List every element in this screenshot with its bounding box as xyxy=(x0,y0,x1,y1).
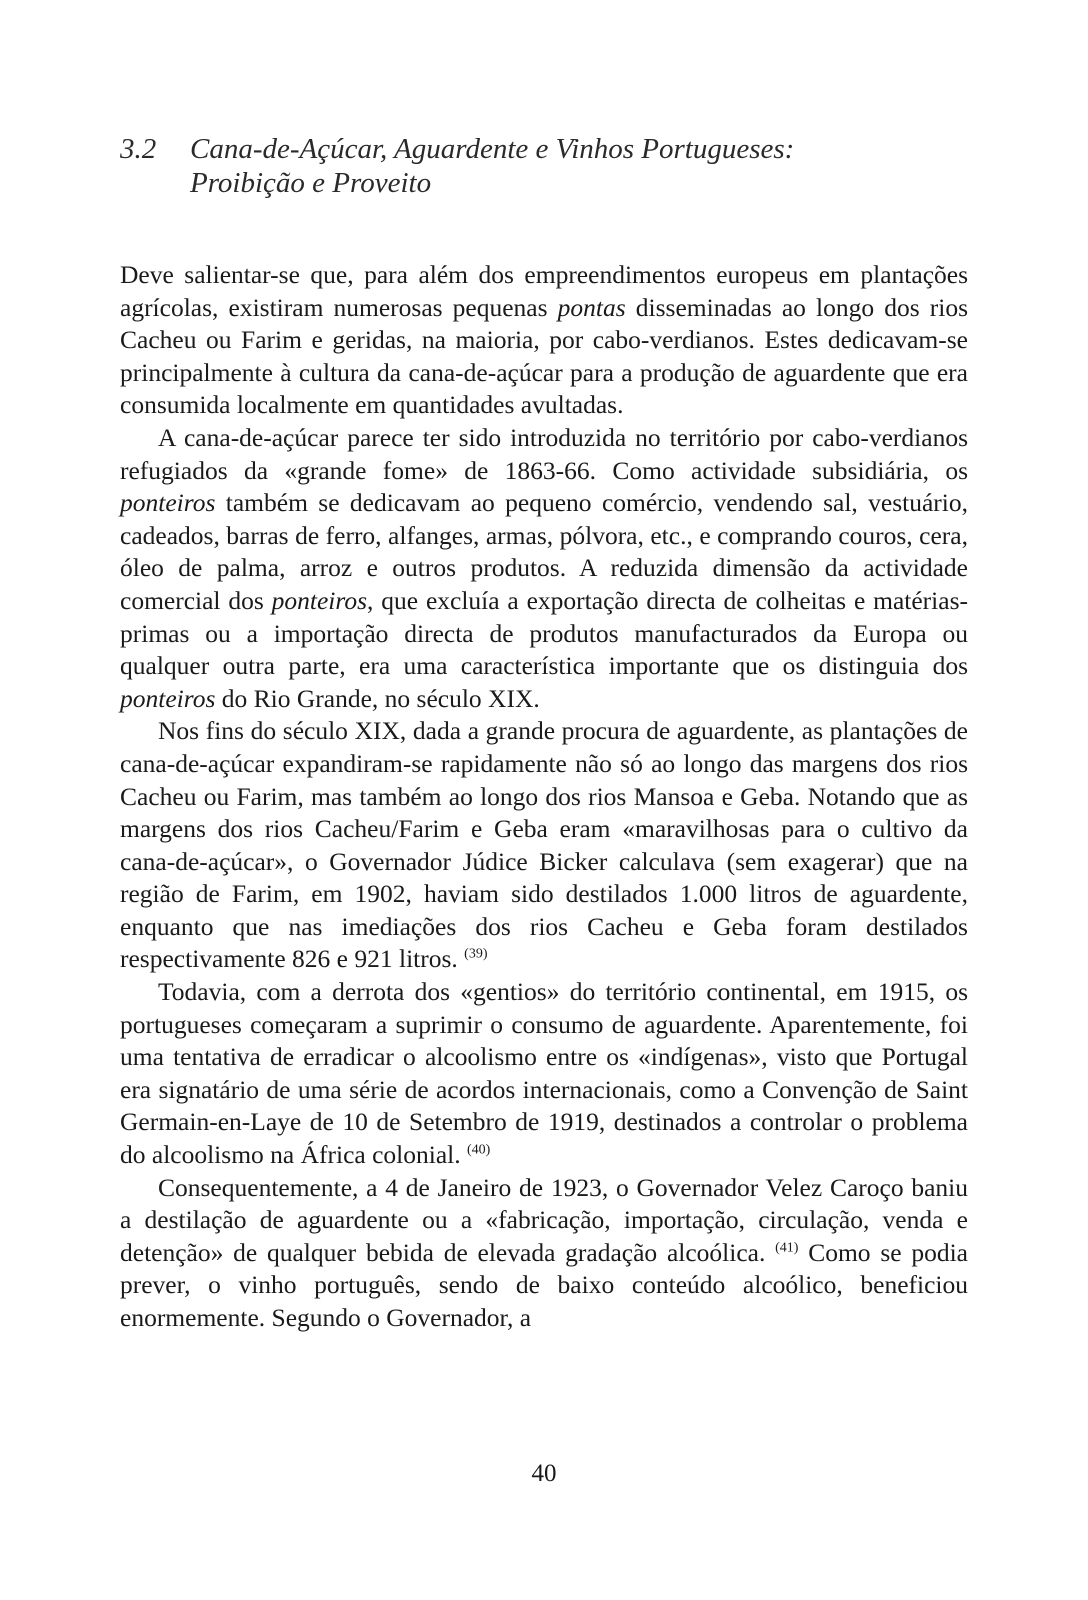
paragraph-5 xyxy=(120,1172,968,1335)
paragraph-2-text-c: também se dedicavam ao pequeno comércio, vendendo sal, vestuário, cadeados, barras de ferro, alfanges, armas, pólvora, etc., e comprando couros, cera, óleo de palma, arroz e outros produtos. A reduzida dimensão da actividade comercial dos xyxy=(120,488,968,615)
paragraph-1-italic-term: pontas xyxy=(557,292,626,322)
paragraph-5-text-a: Consequentemente, a 4 de Janeiro de 1923, o Governador Velez Caroço baniu a destilação de aguardente ou a «fabricação, importação, circulação, venda e detenção» de qualquer bebida de elevada gradação alcoólica. xyxy=(120,1172,968,1267)
paragraph-3-text: Nos fins do século XIX, dada a grande procura de aguardente, as plantações de cana-de-açúcar expandiram-se rapidamente não só ao longo das margens dos rios Cacheu ou Farim, mas também ao longo dos rios Mansoa e Geba. Notando que as margens dos rios Cacheu/Farim e Geba eram «maravilhosas para o cultivo da cana-de-açúcar», o Governador Júdice Bicker calculava (sem exagerar) que na região de Farim, em 1902, haviam sido destilados 1.000 litros de aguardente, enquanto que nas imediações dos rios Cacheu e Geba foram destilados respectivamente 826 e 921 litros. xyxy=(120,716,968,974)
paragraph-5-text-b: Como se podia prever, o vinho português, sendo de baixo conteúdo alcoólico, beneficiou enormemente. Segundo o Governador, a xyxy=(120,1237,968,1332)
footnote-ref-41: (41) xyxy=(775,1240,799,1256)
footnote-ref-39: (39) xyxy=(464,946,488,962)
paragraph-1 xyxy=(120,259,968,422)
paragraph-4-text: Todavia, com a derrota dos «gentios» do território continental, em 1915, os portugueses começaram a suprimir o consumo de aguardente. Aparentemente, foi uma tentativa de erradicar o alcoolismo entre os «indígenas», visto que Portugal era signatário de uma série de acordos internacionais, como a Convenção de Saint Germain-en-Laye de 10 de Setembro de 1919, destinados a controlar o problema do alcoolismo na África colonial. xyxy=(120,977,968,1170)
paragraph-2-italic-term-3: ponteiros xyxy=(120,683,216,713)
page-number: 40 xyxy=(531,1460,557,1487)
paragraph-3 xyxy=(120,715,968,976)
paragraph-2-italic-term-2: ponteiros xyxy=(271,585,368,615)
section-title xyxy=(190,132,968,200)
paragraph-2-text-a: A cana-de-açúcar parece ter sido introduzida no território por cabo-verdianos refugiados da «grande fome» de 1863-66. Como actividade subsidiária, os xyxy=(120,422,968,485)
section-number: 3.2 xyxy=(120,133,157,165)
paragraph-2-italic-term-1: ponteiros xyxy=(120,488,216,518)
section-title-line-1: Cana-de-Açúcar, Aguardente e Vinhos Portugueses: xyxy=(190,133,795,165)
section-heading xyxy=(120,132,968,200)
paragraph-2 xyxy=(120,422,968,715)
paragraph-1-text-a: Deve salientar-se que, para além dos empreendimentos europeus em plantações agrícolas, existiram numerosas pequenas xyxy=(120,260,968,322)
section-title-line-2: Proibição e Proveito xyxy=(190,167,432,199)
footnote-ref-40: (40) xyxy=(466,1142,491,1158)
page-body xyxy=(120,132,968,1335)
paragraph-2-text-g: do Rio Grande, no século XIX. xyxy=(215,683,540,713)
paragraph-2-text-e: , que excluía a exportação directa de colheitas e matérias-primas ou a importação directa de produtos manufacturados da Europa ou qualquer outra parte, era uma característica importante que os distinguia dos xyxy=(120,585,968,681)
paragraph-4 xyxy=(120,976,968,1172)
paragraph-1-text-c: disseminadas ao longo dos rios Cacheu ou Farim e geridas, na maioria, por cabo-verdianos. Estes dedicavam-se principalmente à cultura da cana-de-açúcar para a produção de aguardente que era consumida localmente em quantidades avultadas. xyxy=(120,292,968,420)
